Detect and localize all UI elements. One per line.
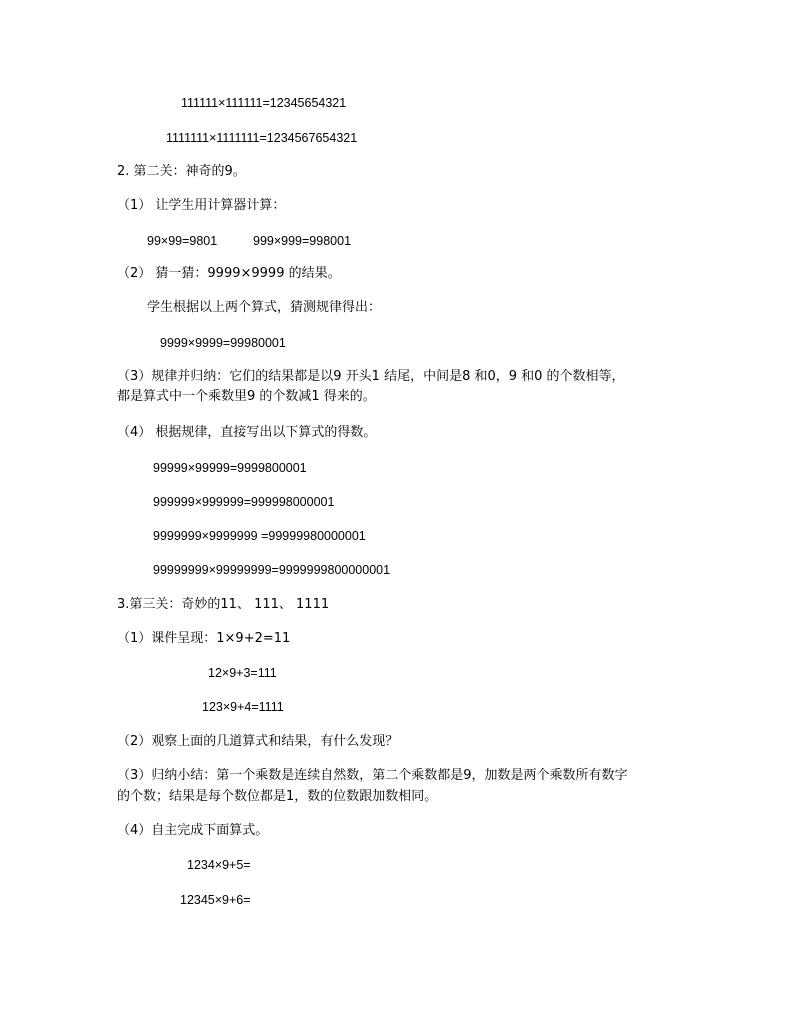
equation-list-item: 99999×99999=9999800001 [153,461,307,475]
equation-seven-ones: 1111111×1111111=1234567654321 [166,131,358,145]
equation-123x9: 123×9+4=1111 [202,700,284,714]
equation-12x9: 12×9+3=111 [208,666,277,680]
equation-12345x9: 12345×9+6= [180,893,251,907]
equation-list-item: 9999999×9999999 =99999980000001 [153,529,366,543]
equation-1234x9: 1234×9+5= [187,858,251,872]
section-2-step-4-label: （4） 根据规律，直接写出以下算式的得数。 [117,425,377,440]
equation-999x999: 999×999=998001 [253,234,352,248]
section-3-step-3-line-1: （3）归纳小结：第一个乘数是连续自然数，第二个乘数都是9，加数是两个乘数所有数字 [117,768,628,783]
section-2-step-1-label: （1） 让学生用计算器计算： [117,198,286,213]
section-2-step-2-label: （2） 猜一猜：9999×9999 的结果。 [117,266,341,281]
section-3-step-4-label: （4）自主完成下面算式。 [117,823,269,838]
section-2-heading: 2. 第二关：神奇的9。 [117,164,246,179]
equation-9999x9999: 9999×9999=99980001 [160,336,286,350]
equation-list-item: 999999×999999=999998000001 [153,495,335,509]
equation-99x99: 99×99=9801 [147,234,218,248]
equation-list-item: 99999999×99999999=9999999800000001 [153,563,391,577]
section-2-step-2-text: 学生根据以上两个算式，猜测规律得出： [147,300,382,315]
section-2-step-3-line-2: 都是算式中一个乘数里9 的个数减1 得来的。 [117,389,376,404]
equation-six-ones: 111111×111111=12345654321 [181,96,347,110]
section-3-heading: 3.第三关：奇妙的11、 111、 1111 [117,597,330,612]
section-3-step-2-label: （2）观察上面的几道算式和结果，有什么发现？ [117,734,399,749]
section-3-step-1-label: （1）课件呈现：1×9+2=11 [117,631,291,646]
section-3-step-3-line-2: 的个数；结果是每个数位都是1，数的位数跟加数相同。 [117,789,438,804]
section-2-step-3-line-1: （3）规律并归纳：它们的结果都是以9 开头1 结尾，中间是8 和0，9 和0 的个数相等， [117,369,625,384]
